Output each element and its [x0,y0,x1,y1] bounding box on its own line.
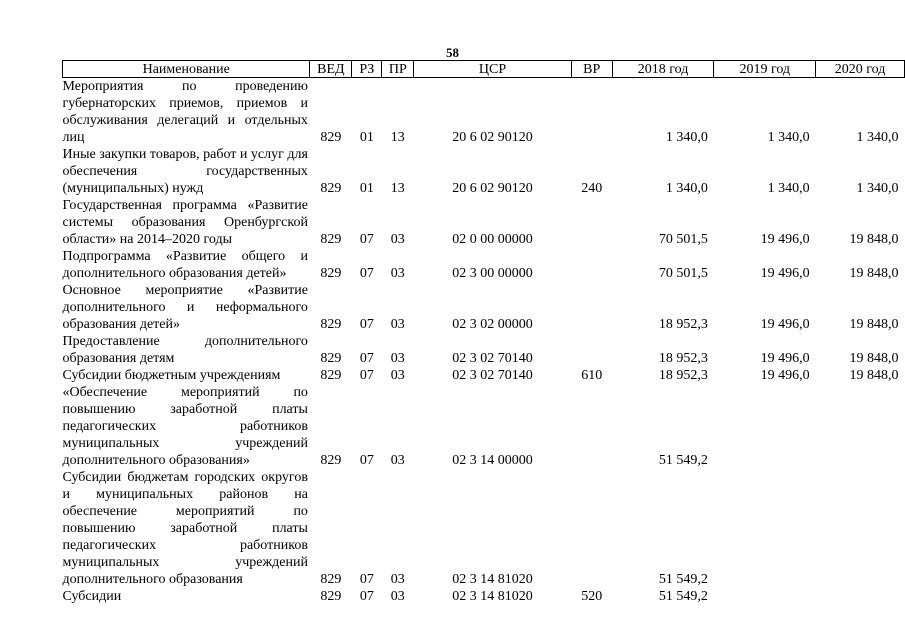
header-ved: ВЕД [310,61,352,78]
table-row [63,78,905,147]
row-2018: 1 340,0 [665,130,708,145]
row-name: Основное мероприятие «Развитие дополнительного и неформального образования детей» [62,283,308,332]
header-vr: ВР [571,61,612,78]
row-name: Субсидии бюджетам городских округов и муниципальных районов на обеспечение мероприятий по повышению заработной платы педагогических работников муниципальных учреждений дополнительного образования [62,470,308,587]
row-2018: 70 501,5 [658,232,708,247]
row-name: Субсидии бюджетным учреждениям [62,368,281,383]
row-2019: 19 496,0 [760,317,810,332]
row-rz: 07 [359,572,374,587]
table-row [63,367,905,384]
row-rz: 07 [359,368,374,383]
header-rz: РЗ [352,61,382,78]
row-csr: 02 3 02 70140 [452,351,533,366]
row-pr: 03 [390,232,405,247]
row-2019: 1 340,0 [767,130,810,145]
row-2018: 1 340,0 [665,181,708,196]
row-2020: 19 848,0 [849,317,899,332]
row-rz: 07 [359,589,374,604]
row-vr: 520 [581,589,603,604]
header-2019: 2019 год [714,61,816,78]
row-pr: 03 [390,351,405,366]
row-2018: 18 952,3 [658,368,708,383]
row-2018: 18 952,3 [658,351,708,366]
row-csr: 02 0 00 00000 [452,232,533,247]
row-pr: 03 [390,368,405,383]
row-vr [571,469,612,588]
header-2018: 2018 год [612,61,714,78]
row-name: Государственная программа «Развитие системы образования Оренбургской области» на 2014–2020 годы [62,198,308,247]
row-vr [571,384,612,469]
row-pr: 03 [390,266,405,281]
header-2020: 2020 год [816,61,905,78]
row-vr [571,248,612,282]
row-ved: 829 [320,368,342,383]
row-2020: 1 340,0 [856,130,899,145]
row-2018: 51 549,2 [658,572,708,587]
row-2019: 19 496,0 [760,232,810,247]
row-2020: 19 848,0 [849,351,899,366]
row-2020: 19 848,0 [849,232,899,247]
row-name: Предоставление дополнительного образования детям [62,334,308,366]
table-row [63,333,905,367]
row-ved: 829 [320,266,342,281]
table-header-row [63,61,905,78]
row-2020: 1 340,0 [856,181,899,196]
row-rz: 07 [359,232,374,247]
row-vr: 610 [581,368,603,383]
row-rz: 07 [359,266,374,281]
table-row [63,384,905,469]
row-2018: 51 549,2 [658,453,708,468]
row-ved: 829 [320,232,342,247]
header-pr: ПР [382,61,414,78]
row-name: «Обеспечение мероприятий по повышению заработной платы педагогических работников муниципальных учреждений дополнительного образования» [62,385,308,468]
row-2020: 19 848,0 [849,266,899,281]
row-2019 [714,588,816,605]
row-2018: 70 501,5 [658,266,708,281]
row-2018: 51 549,2 [658,589,708,604]
row-name: Субсидии [62,589,122,604]
row-2019: 19 496,0 [760,266,810,281]
page-number: 58 [446,45,459,60]
row-pr: 13 [390,130,405,145]
budget-table [62,60,905,605]
row-vr [571,282,612,333]
row-rz: 07 [359,317,374,332]
row-rz: 07 [359,453,374,468]
row-rz: 01 [359,181,374,196]
row-csr: 02 3 02 70140 [452,368,533,383]
row-csr: 02 3 14 81020 [452,589,533,604]
row-csr: 02 3 00 00000 [452,266,533,281]
row-vr [571,197,612,248]
row-pr: 03 [390,572,405,587]
row-pr: 03 [390,453,405,468]
row-ved: 829 [320,572,342,587]
row-2018: 18 952,3 [658,317,708,332]
row-pr: 03 [390,317,405,332]
row-vr [571,78,612,147]
table-row [63,588,905,605]
row-pr: 13 [390,181,405,196]
row-2020 [816,384,905,469]
row-name: Иные закупки товаров, работ и услуг для обеспечения государственных (муниципальных) нужд [62,147,308,196]
row-csr: 02 3 14 00000 [452,453,533,468]
row-ved: 829 [320,181,342,196]
table-row [63,146,905,197]
row-csr: 02 3 14 81020 [452,572,533,587]
header-name: Наименование [63,61,310,78]
row-vr [571,333,612,367]
row-ved: 829 [320,317,342,332]
row-rz: 01 [359,130,374,145]
row-2019: 19 496,0 [760,368,810,383]
row-2019: 1 340,0 [767,181,810,196]
row-vr: 240 [581,181,603,196]
row-2019 [714,384,816,469]
row-ved: 829 [320,589,342,604]
table-row [63,282,905,333]
row-2020 [816,588,905,605]
row-name: Мероприятия по проведению губернаторских приемов, приемов и обслуживания делегаций и отдельных лиц [62,79,308,145]
row-ved: 829 [320,351,342,366]
table-row [63,197,905,248]
row-csr: 02 3 02 00000 [452,317,533,332]
row-pr: 03 [390,589,405,604]
row-2019: 19 496,0 [760,351,810,366]
row-2020 [816,469,905,588]
table-row [63,248,905,282]
row-csr: 20 6 02 90120 [452,181,533,196]
table-row [63,469,905,588]
row-name: Подпрограмма «Развитие общего и дополнительного образования детей» [62,249,308,281]
row-ved: 829 [320,453,342,468]
row-ved: 829 [320,130,342,145]
row-2020: 19 848,0 [849,368,899,383]
row-rz: 07 [359,351,374,366]
header-csr: ЦСР [414,61,572,78]
row-2019 [714,469,816,588]
row-csr: 20 6 02 90120 [452,130,533,145]
